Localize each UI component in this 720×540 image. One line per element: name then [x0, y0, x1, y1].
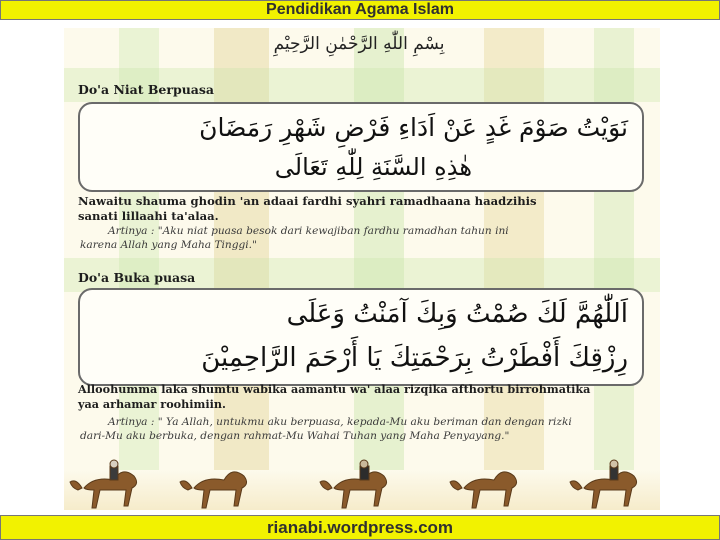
camel-icon: [450, 472, 517, 508]
buka-arabic-line-2: رِزْقِكَ أَفْطَرْتُ بِرَحْمَتِكَ يَا أَرْحَمَ الرَّاحِمِيْنَ: [201, 343, 628, 373]
buka-transliteration: [78, 382, 653, 412]
camel-caravan-illustration: [64, 458, 660, 510]
niat-transliteration: [78, 194, 653, 224]
buka-transliteration-line-1: Alloohumma laka shumtu wabika aamantu wa' alaa rizqika afthortu birrohmatika: [78, 382, 591, 396]
buka-arabic-box: [78, 288, 644, 386]
rider-icon: [360, 460, 369, 480]
niat-meaning-line-2: karena Allah yang Maha Tinggi.": [80, 239, 257, 251]
rider-icon: [110, 460, 118, 480]
buka-meaning-line-2: dari-Mu aku berbuka, dengan rahmat-Mu Wahai Tuhan yang Maha Penyayang.": [80, 430, 510, 442]
buka-heading: Do'a Buka puasa: [78, 270, 196, 285]
niat-meaning-line-1: Artinya : "Aku niat puasa besok dari kewajiban fardhu ramadhan tahun ini: [108, 225, 509, 237]
source-footer-bar: [0, 515, 720, 540]
camel-icon: [180, 472, 247, 508]
prayer-card: [64, 28, 660, 510]
niat-transliteration-line-2: sanati lillaahi ta'alaa.: [78, 209, 219, 223]
camel-icon: [320, 472, 387, 508]
niat-arabic-line-1: نَوَيْتُ صَوْمَ غَدٍ عَنْ اَدَاءِ فَرْضِ شَهْرِ رَمَضَانَ: [199, 113, 628, 142]
source-url: rianabi.wordpress.com: [266, 518, 454, 537]
niat-heading: Do'a Niat Berpuasa: [78, 82, 215, 97]
slide-title-bar: [0, 0, 720, 20]
buka-arabic-line-1: اَللّٰهُمَّ لَكَ صُمْتُ وَبِكَ آمَنْتُ وَعَلَى: [286, 299, 628, 329]
buka-transliteration-line-2: yaa arhamar roohimiin.: [78, 397, 226, 411]
bismillah-calligraphy: بِسْمِ اللّٰهِ الرَّحْمٰنِ الرَّحِيْمِ: [273, 34, 445, 54]
niat-arabic-box: [78, 102, 644, 192]
rider-icon: [610, 460, 618, 480]
camel-icon: [70, 472, 137, 508]
buka-meaning-line-1: Artinya : " Ya Allah, untukmu aku berpuasa, kepada-Mu aku beriman dan dengan rizki: [108, 416, 572, 428]
niat-arabic-line-2: هٰذِهِ السَّنَةِ لِلّٰهِ تَعَالَى: [274, 153, 472, 181]
slide-title: Pendidikan Agama Islam: [266, 1, 454, 18]
camel-icon: [570, 472, 637, 508]
niat-transliteration-line-1: Nawaitu shauma ghodin 'an adaai fardhi syahri ramadhaana haadzihis: [78, 194, 537, 208]
